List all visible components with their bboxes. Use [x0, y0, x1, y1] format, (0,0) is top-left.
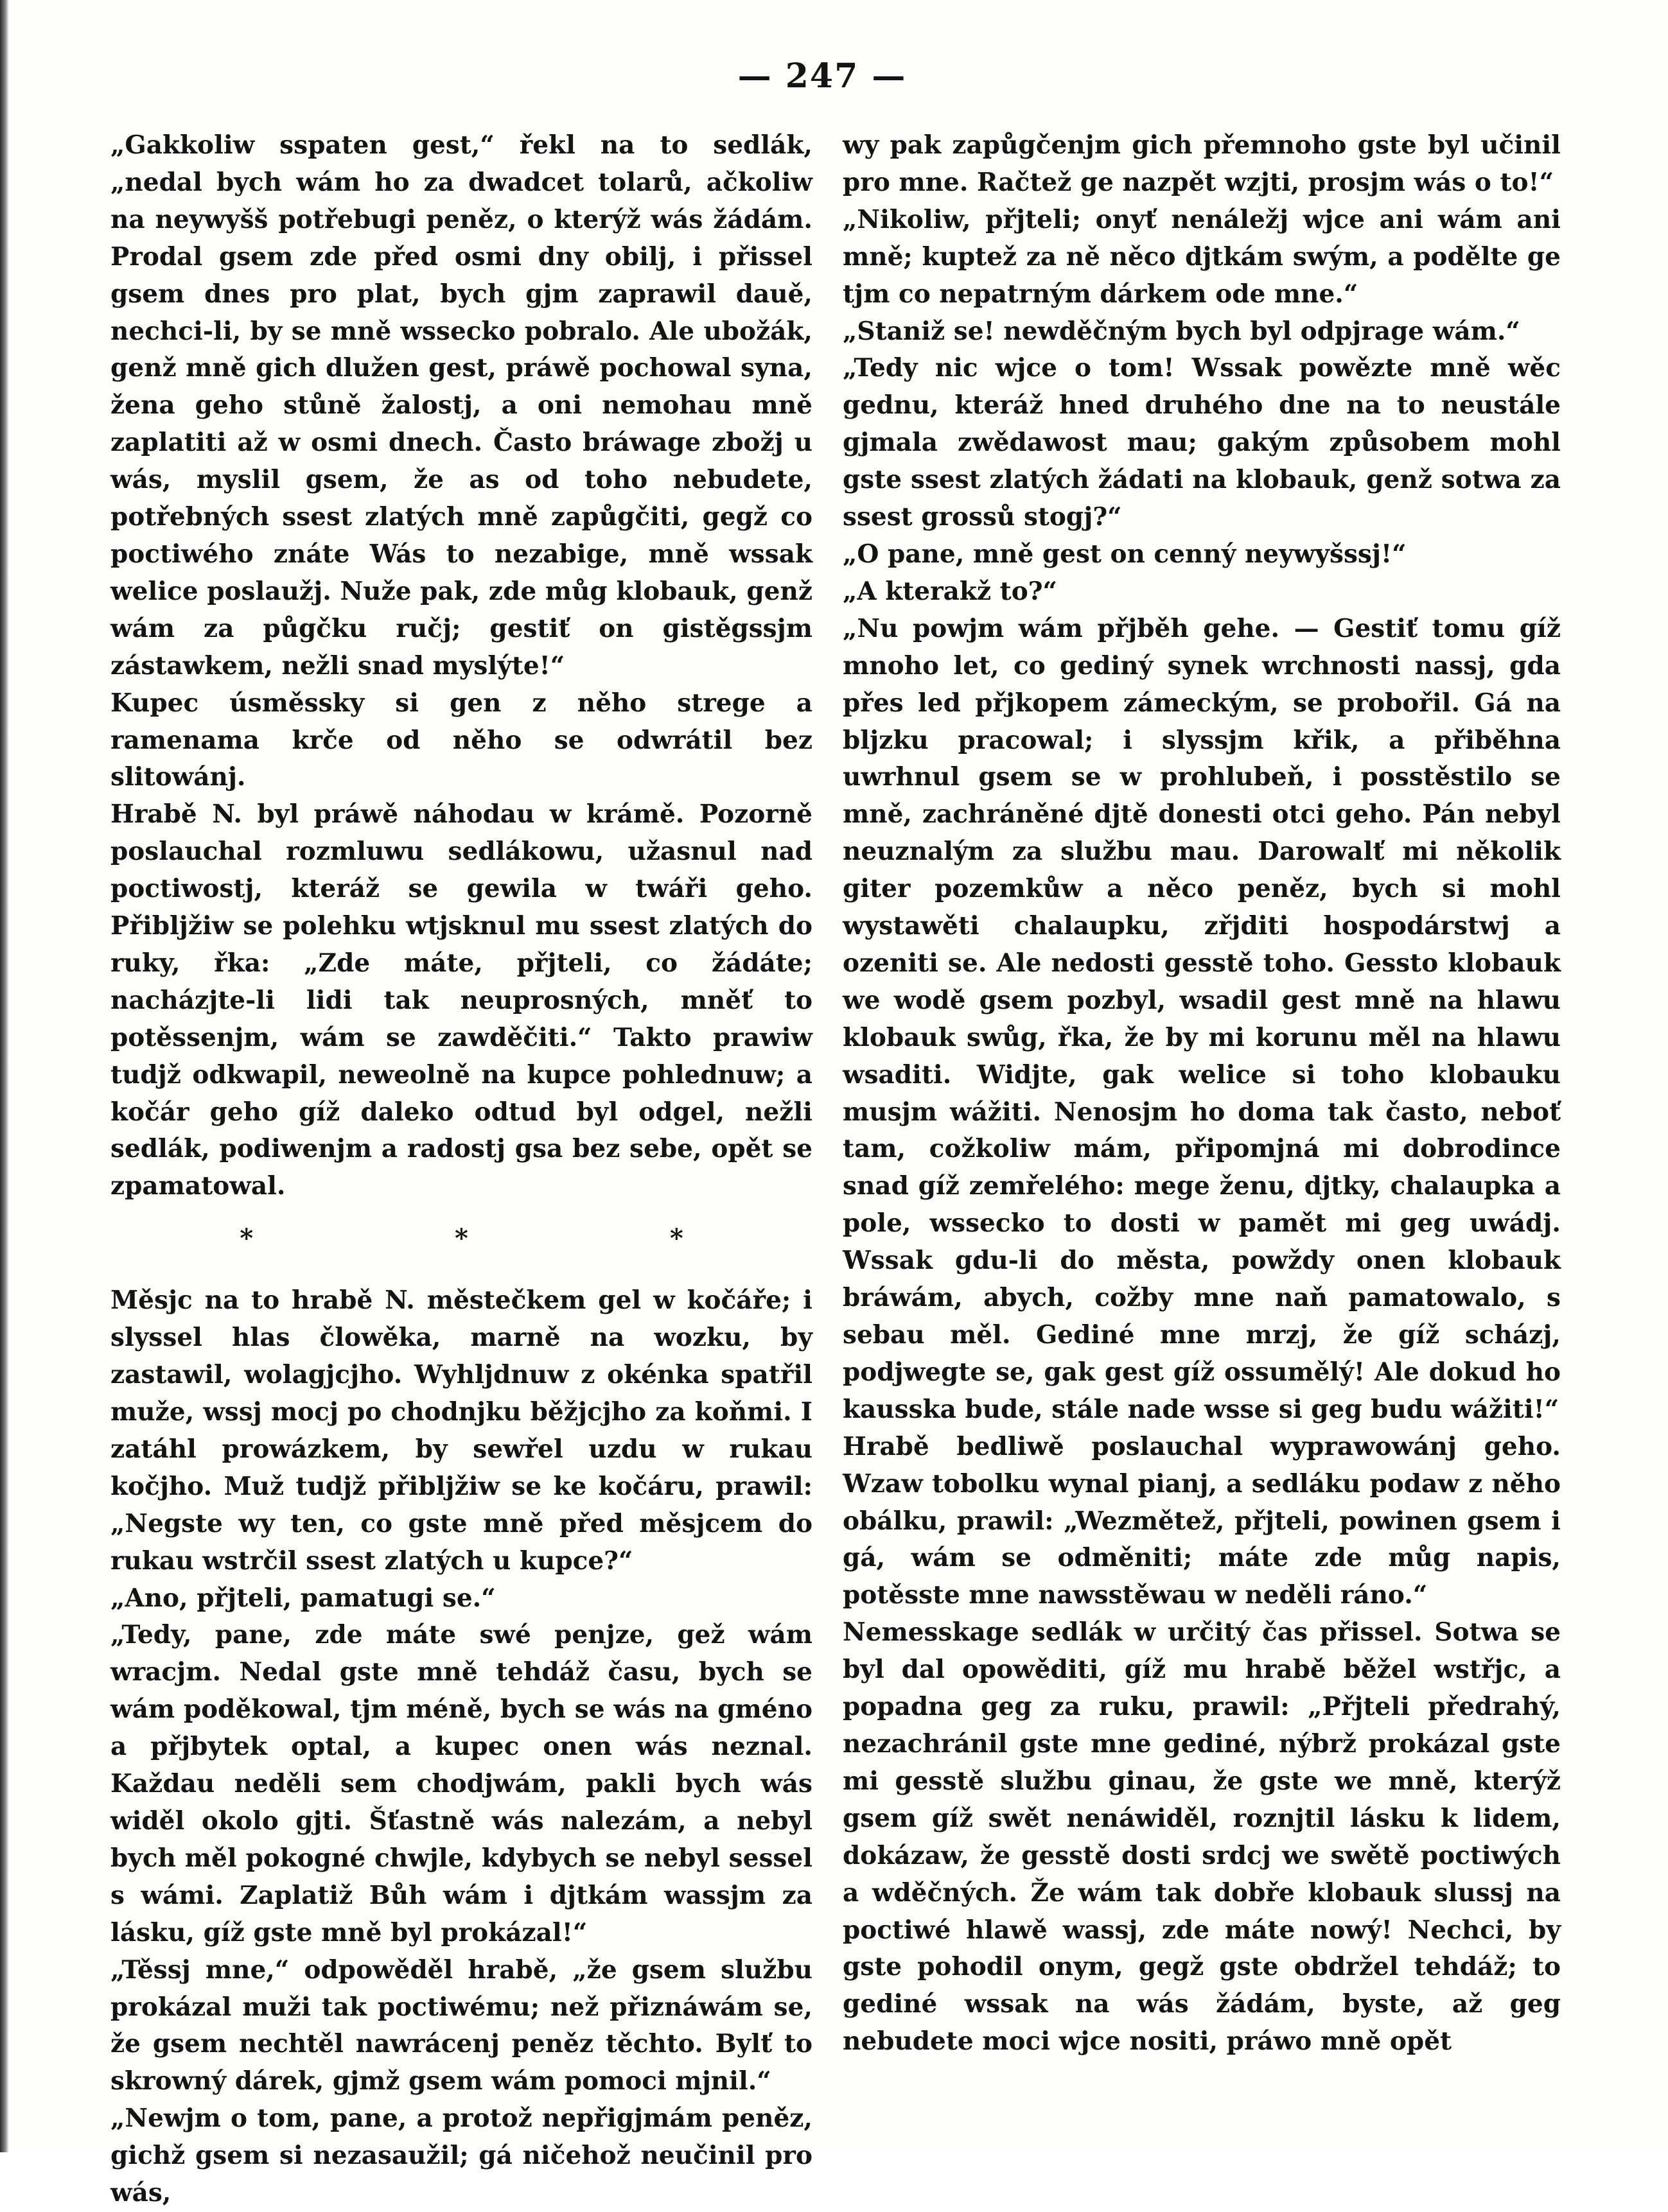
- paragraph: wy pak zapůgčenjm gich přemnoho gste byl učinil pro mne. Račtež ge nazpět wzjti, prosjm wás o to!“: [843, 130, 1561, 197]
- paragraph: „Nu powjm wám přjběh gehe. — Gestiť tomu gíž mnoho let, co gediný synek wrchnosti nassj, gda přes led přjkopem zámeckým, se probořil. Gá na bljzku pracowal; i slyssjm křik, a přiběhna uwrhnul gsem se w prohlubeň, i posstěstilo se mně, zachráněné djtě donesti otci geho. Pán nebyl neuznalým za službu mau. Darowalť mi několik giter pozemkůw a něco peněz, bych si mohl wystawěti chalaupku, zřjditi hospodárstwj a ozeniti se. Ale nedosti gesstě toho. Gessto klobauk we wodě gsem pozbyl, wsadil gest mně na hlawu klobauk swůg, řka, že by mi korunu měl na hlawu wsaditi. Widjte, gak welice si toho klobauku musjm wážiti. Nenosjm ho doma tak často, neboť tam, cožkoliw mám, připomjná mi dobrodince snad gíž zemřelého: mege ženu, djtky, chalaupka a pole, wssecko to dosti w pamět mi geg uwádj. Wssak gdu-li do města, powždy onen klobauk bráwám, abych, cožby mne naň pamatowalo, s sebau měl. Gediné mne mrzj, že gíž scházj, podjwegte se, gak gest gíž ossumělý! Ale dokud ho kausska bude, stále nade wsse si geg budu wážiti!“: [843, 613, 1561, 1424]
- left-column: [110, 127, 812, 2212]
- paragraph: „Newjm o tom, pane, a protož nepřigjmám peněz, gichž gsem si nezasaužil; gá ničehož neučinil pro wás,: [110, 2103, 812, 2208]
- paragraph: „Ano, přjteli, pamatugi se.“: [110, 1583, 496, 1613]
- paragraph: Hrabě bedliwě poslauchal wyprawowánj geho. Wzaw tobolku wynal pianj, a sedláku podaw z něho obálku, prawil: „Wezmětež, přjteli, powinen gsem i gá, wám se odměniti; máte zde můg napis, potěsste mne nawsstěwau w neděli ráno.“: [843, 1431, 1561, 1610]
- scan-shadow-edge: [0, 0, 9, 2152]
- paragraph: „Tedy nic wjce o tom! Wssak powězte mně wěc gednu, kteráž hned druhého dne na to neustále gjmala zwědawost mau; gakým způsobem mohl gste ssest zlatých žádati na klobauk, genž sotwa za ssest grossů stogj?“: [843, 353, 1561, 532]
- paragraph: „Gakkoliw sspaten gest,“ řekl na to sedlák, „nedal bych wám ho za dwadcet tolarů, ačkoliw na neywyšš potřebugi peněz, o kterýž wás žádám. Prodal gsem zde před osmi dny obilj, i přissel gsem dnes pro plat, bych gjm zaprawil dauě, nechci-li, by se mně wssecko pobralo. Ale ubožák, genž mně gich dlužen gest, práwě pochowal syna, žena geho stůně žalostj, a oni nemohau mně zaplatiti až w osmi dnech. Často bráwage zbožj u wás, myslil gsem, že as od toho nebudete, potřebných ssest zlatých mně zapůgčiti, gegž co poctiwého znáte Wás to nezabige, mně wssak welice poslaužj. Nuže pak, zde můg klobauk, genž wám za půgčku ručj; gestiť on gistěgssjm zástawkem, nežli snad myslýte!“: [110, 130, 812, 681]
- paragraph: „A kterakž to?“: [843, 576, 1057, 606]
- section-break: * * *: [240, 1223, 780, 1254]
- page-number: — 247 —: [737, 57, 907, 96]
- paragraph: Měsjc na to hrabě N. městečkem gel w kočáře; i slyssel hlas člowěka, marně na wozku, by zastawil, wolagjcjho. Wyhljdnuw z okénka spatřil muže, wssj mocj po chodnjku běžjcjho za koňmi. I zatáhl prowázkem, by sewřel uzdu w rukau kočjho. Muž tudjž přibljžiw se ke kočáru, prawil: „Negste wy ten, co gste mně před měsjcem do rukau wstrčil ssest zlatých u kupce?“: [110, 1285, 812, 1576]
- paragraph: „Staniž se! newděčným bych byl odpjrage wám.“: [843, 316, 1520, 346]
- paragraph: Hrabě N. byl práwě náhodau w krámě. Pozorně poslauchal rozmluwu sedlákowu, užasnul nad poctiwostj, kteráž se gewila w twáři geho. Přibljžiw se polehku wtjsknul mu ssest zlatých do ruky, řka: „Zde máte, přjteli, co žádáte; nacházjte-li lidi tak neuprosných, mněť to potěssenjm, wám se zawděčiti.“ Takto prawiw tudjž odkwapil, neweolně na kupce pohlednuw; a kočár geho gíž daleko odtud byl odgel, nežli sedlák, podiwenjm a radostj gsa bez sebe, opět se zpamatowal.: [110, 799, 812, 1201]
- right-column: [843, 127, 1561, 2060]
- paragraph: „Těssj mne,“ odpowěděl hrabě, „že gsem službu prokázal muži tak poctiwému; než přiznáwám se, že gsem nechtěl nawrácenj peněz těchto. Bylť to skrowný dárek, gjmž gsem wám pomoci mjnil.“: [110, 1955, 812, 2096]
- paragraph: „Nikoliw, přjteli; onyť nenáležj wjce ani wám ani mně; kuptež za ně něco djtkám swým, a podělte ge tjm co nepatrným dárkem ode mne.“: [843, 204, 1561, 309]
- paragraph: Kupec úsměssky si gen z něho strege a ramenama krče od něho se odwrátil bez slitowánj.: [110, 688, 812, 792]
- paragraph: Nemesskage sedlák w určitý čas přissel. Sotwa se byl dal opowěditi, gíž mu hrabě běžel wstřjc, a popadna geg za ruku, prawil: „Přjteli předrahý, nezachránil gste mne gediné, nýbrž prokázal gste mi gesstě službu ginau, že gste we mně, kterýž gsem gíž swět nenáwiděl, roznjtil lásku k lidem, dokázaw, že gesstě dosti srdcj we swětě poctiwých a wděčných. Že wám tak dobře klobauk slussj na poctiwé hlawě wassj, zde máte nowý! Nechci, by gste pohodil onym, gegž gste obdržel tehdáž; to gediné wssak na wás žádám, byste, až geg nebudete moci wjce nositi, práwo mně opět: [843, 1617, 1561, 2057]
- paragraph: „O pane, mně gest on cenný neywyšssj!“: [843, 539, 1407, 569]
- paragraph: „Tedy, pane, zde máte swé penjze, gež wám wracjm. Nedal gste mně tehdáž času, bych se wám poděkowal, tjm méně, bych se wás na gméno a přjbytek optal, a kupec onen wás neznal. Každau neděli sem chodjwám, pakli bych wás widěl okolo gjti. Šťastně wás nalezám, a nebyl bych měl pokogné chwjle, kdybych se nebyl sessel s wámi. Zaplatiž Bůh wám i djtkám wassjm za lásku, gíž gste mně byl prokázal!“: [110, 1620, 812, 1947]
